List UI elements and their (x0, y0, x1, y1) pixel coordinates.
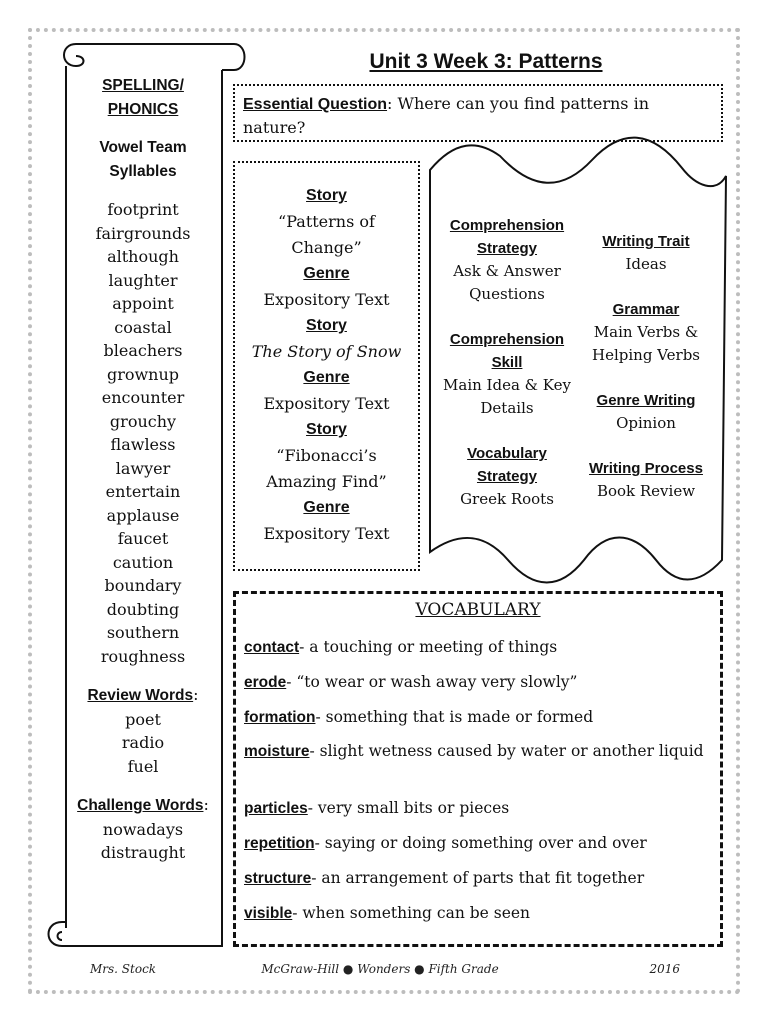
spelling-word: caution (112, 552, 174, 572)
vocabulary-definition: - very small bits or pieces (307, 799, 510, 817)
vocabulary-word: erode (244, 674, 287, 691)
genre-value: Expository Text (263, 394, 390, 413)
spelling-word: footprint (107, 200, 179, 219)
grammar-value: Main Verbs & Helping Verbs (592, 323, 700, 364)
vocabulary-definition: - a touching or meeting of things (299, 638, 558, 656)
grammar-label: Grammar (612, 301, 680, 318)
vocabulary-word: particles (244, 800, 308, 817)
vocabulary-word: contact (244, 639, 300, 656)
footer-author: Mrs. Stock (90, 962, 157, 976)
vocabulary-item (244, 671, 704, 694)
writing-trait-value: Ideas (625, 255, 667, 273)
vocabulary-strategy-label: Vocabulary Strategy (467, 445, 547, 485)
spelling-word: appoint (112, 294, 174, 313)
genre-value: Expository Text (263, 524, 390, 543)
vocabulary-title: VOCABULARY (415, 600, 541, 620)
spelling-word: southern (106, 623, 180, 642)
review-words-heading (72, 683, 214, 708)
story-title: The Story of Snow (251, 342, 402, 361)
comprehension-strategy-label: Comprehension Strategy (449, 217, 565, 257)
challenge-word: nowadays (102, 819, 184, 839)
spelling-subheader: Vowel Team Syllables (99, 139, 187, 180)
genre-label: Genre (303, 369, 350, 386)
spelling-word: bleachers (103, 341, 183, 360)
challenge-words-label: Challenge Words (77, 797, 204, 814)
vocabulary-definition: - an arrangement of parts that fit together (311, 869, 645, 887)
vocabulary-word: formation (244, 709, 316, 726)
genre-writing (576, 389, 716, 435)
spelling-column (72, 74, 214, 865)
spelling-word: coastal (114, 317, 172, 337)
vocabulary-definition: - saying or doing something over and over (314, 834, 647, 852)
writing-trait-label: Writing Trait (602, 233, 690, 250)
vocabulary-word: repetition (244, 835, 315, 852)
vocabulary-strategy-value: Greek Roots (460, 490, 554, 508)
comprehension-skill-value: Main Idea & Key Details (443, 376, 571, 417)
spelling-word: faucet (117, 529, 169, 548)
vocabulary-definition: - when something can be seen (292, 904, 531, 922)
vocabulary-item (244, 867, 704, 890)
vocabulary-definition: - slight wetness caused by water or another liquid (309, 742, 704, 760)
essential-question-text: Where can you find patterns in nature? (243, 94, 649, 137)
spelling-word: entertain (105, 482, 181, 501)
grammar (576, 298, 716, 367)
story-title: “Patterns of Change” (278, 212, 375, 257)
genre-writing-value: Opinion (616, 414, 676, 432)
vocabulary-item (244, 740, 704, 763)
review-word: radio (121, 733, 165, 752)
vocabulary-item (244, 902, 704, 925)
spelling-word: applause (106, 505, 180, 525)
challenge-words-colon: : (203, 795, 209, 814)
spelling-word: lawyer (115, 458, 171, 478)
story-label: Story (306, 187, 347, 204)
review-word: fuel (127, 756, 159, 776)
comprehension-strategy (440, 214, 574, 306)
vocabulary-definition: - “to wear or wash away very slowly” (286, 673, 578, 691)
vocabulary-word: visible (244, 905, 293, 922)
essential-question-label: Essential Question (243, 96, 388, 113)
genre-writing-label: Genre Writing (596, 392, 696, 409)
spelling-word: encounter (101, 388, 185, 407)
essential-question-box (233, 84, 723, 142)
spelling-word: boundary (104, 576, 182, 595)
vocabulary-item (244, 636, 704, 659)
comprehension-skill-label: Comprehension Skill (449, 331, 565, 371)
story-title: “Fibonacci’s Amazing Find” (266, 446, 387, 491)
spelling-word: laughter (108, 270, 178, 290)
vocabulary-item (244, 797, 704, 820)
footer-year: 2016 (649, 962, 680, 976)
vocabulary-word: moisture (244, 743, 310, 760)
writing-process-value: Book Review (596, 482, 696, 500)
stories-box (233, 161, 420, 571)
spelling-word: grownup (106, 364, 180, 384)
vocabulary-word: structure (244, 870, 312, 887)
spelling-word: fairgrounds (95, 223, 191, 243)
genre-label: Genre (303, 499, 350, 516)
essential-question-colon: : (387, 94, 393, 113)
spelling-word: although (107, 247, 179, 266)
spelling-header: SPELLING/ PHONICS (102, 77, 184, 118)
spelling-word: grouchy (109, 411, 177, 431)
spelling-word: doubting (106, 599, 180, 619)
vocabulary-definition: - something that is made or formed (315, 708, 594, 726)
vocabulary-item (244, 706, 704, 729)
story-label: Story (306, 317, 347, 334)
spelling-word: flawless (110, 435, 176, 454)
vocabulary-item (244, 832, 704, 855)
page-title: Unit 3 Week 3: Patterns (369, 50, 603, 73)
writing-process-label: Writing Process (589, 460, 703, 477)
genre-label: Genre (303, 265, 350, 282)
spelling-word: roughness (100, 646, 186, 666)
review-word: poet (125, 709, 161, 729)
challenge-words-heading (72, 793, 214, 818)
comprehension-skill (440, 328, 574, 420)
spelling-word-list (72, 198, 214, 668)
writing-trait (576, 230, 716, 276)
challenge-word: distraught (100, 843, 186, 862)
review-words-label: Review Words (87, 687, 194, 704)
genre-value: Expository Text (263, 290, 390, 309)
review-words-colon: : (193, 685, 199, 704)
writing-process (574, 457, 718, 503)
story-label: Story (306, 421, 347, 438)
footer-source: McGraw-Hill ● Wonders ● Fifth Grade (261, 962, 499, 976)
comprehension-strategy-value: Ask & Answer Questions (453, 262, 561, 303)
vocabulary-strategy (440, 442, 574, 511)
